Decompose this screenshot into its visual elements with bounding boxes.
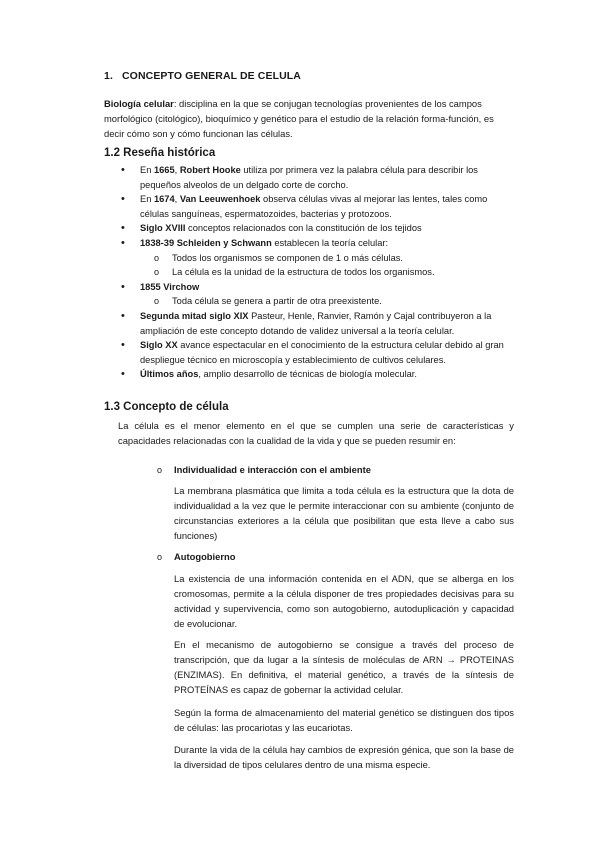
intro-text: : disciplina en la que se conjugan tecnologías provenientes de los campos morfológico (citológico), bioquímico y genético para el estudio de la relación forma-función, es decir cómo son y cómo funcionan las células. [104, 98, 494, 139]
list-item: • En 1674, Van Leeuwenhoek observa células vivas al mejorar las lentes, tales como células sanguíneas, espermatozoides, bacterias y protozoos. [118, 192, 514, 221]
autogobierno-paragraph-4: Durante la vida de la célula hay cambios de expresión génica, que son la base de la diversidad de tipos celulares dentro de una misma especie. [174, 744, 514, 770]
sub-list [140, 251, 514, 280]
autogobierno-paragraph-1: La existencia de una información contenida en el ADN, que se alberga en los cromosomas, permite a la célula disponer de tres propiedades decisivas para su actividad y supervivencia, como son autogobierno, autoduplicación y capacidad de evolucionar. [174, 573, 514, 629]
heading-number: 1. [104, 70, 113, 82]
autogobierno-paragraph-2: En el mecanismo de autogobierno se consigue a través del proceso de transcripción, que da lugar a la síntesis de moléculas de ARN → PROTEINAS (ENZIMAS). En definitiva, el material genético, a través de la síntesis de PROTEÍNAS es capaz de gobernar la actividad celular. [174, 639, 514, 695]
list-item: • En 1665, Robert Hooke utiliza por primera vez la palabra célula para describir los pequeños alveolos de un delgado corte de corcho. [118, 163, 514, 192]
history-list [118, 163, 514, 382]
heading-title: CONCEPTO GENERAL DE CELULA [122, 70, 301, 82]
concept-heading: 1.3 Concepto de célula [104, 401, 229, 413]
list-item: • 1855 Virchow o Toda célula se genera a partir de otra preexistente. [118, 280, 514, 309]
section-heading-1 [104, 70, 301, 82]
sub-list [140, 294, 514, 309]
individuality-paragraph: La membrana plasmática que limita a toda célula es la estructura que la dota de individualidad a la vez que le permite interaccionar con su ambiente (conjunto de circunstancias exteriores a la célula que posibilitan que esta lleve a cabo sus funciones) [174, 485, 514, 541]
autogobierno-heading: Autogobierno [174, 551, 236, 562]
sub-list-item: o Toda célula se genera a partir de otra preexistente. [140, 294, 514, 309]
history-heading: 1.2 Reseña histórica [104, 147, 216, 159]
concept-intro: La célula es el menor elemento en el que se cumplen una serie de características y capacidades relacionadas con la cualidad de la vida y que se pueden resumir en: [118, 420, 514, 446]
list-item: • Siglo XX avance espectacular en el conocimiento de la estructura celular debido al gran despliegue técnico en microscopía y establecimiento de cultivos celulares. [118, 338, 514, 367]
list-item: • Siglo XVIII conceptos relacionados con la constitución de los tejidos [118, 221, 514, 236]
sub-list-item: o Todos los organismos se componen de 1 o más células. [140, 251, 514, 266]
sub-marker: o [157, 552, 163, 562]
list-item: • Segunda mitad siglo XIX Pasteur, Henle, Ranvier, Ramón y Cajal contribuyeron a la ampliación de este concepto dotando de validez universal a la teoría celular. [118, 309, 514, 338]
sub-list-item: o La célula es la unidad de la estructura de todos los organismos. [140, 265, 514, 280]
sub-marker: o [157, 465, 163, 475]
list-item: • 1838-39 Schleiden y Schwann establecen la teoría celular: o Todos los organismos se componen de 1 o más células. o La célula es la unidad de la estructura de todos los organismos. [118, 236, 514, 280]
list-item: • Últimos años, amplio desarrollo de técnicas de biología molecular. [118, 367, 514, 382]
intro-term: Biología celular [104, 98, 174, 109]
intro-paragraph [104, 96, 514, 141]
individuality-heading: Individualidad e interacción con el ambiente [174, 464, 371, 475]
autogobierno-paragraph-3: Según la forma de almacenamiento del material genético se distinguen dos tipos de células: las procariotas y las eucariotas. [174, 707, 514, 733]
